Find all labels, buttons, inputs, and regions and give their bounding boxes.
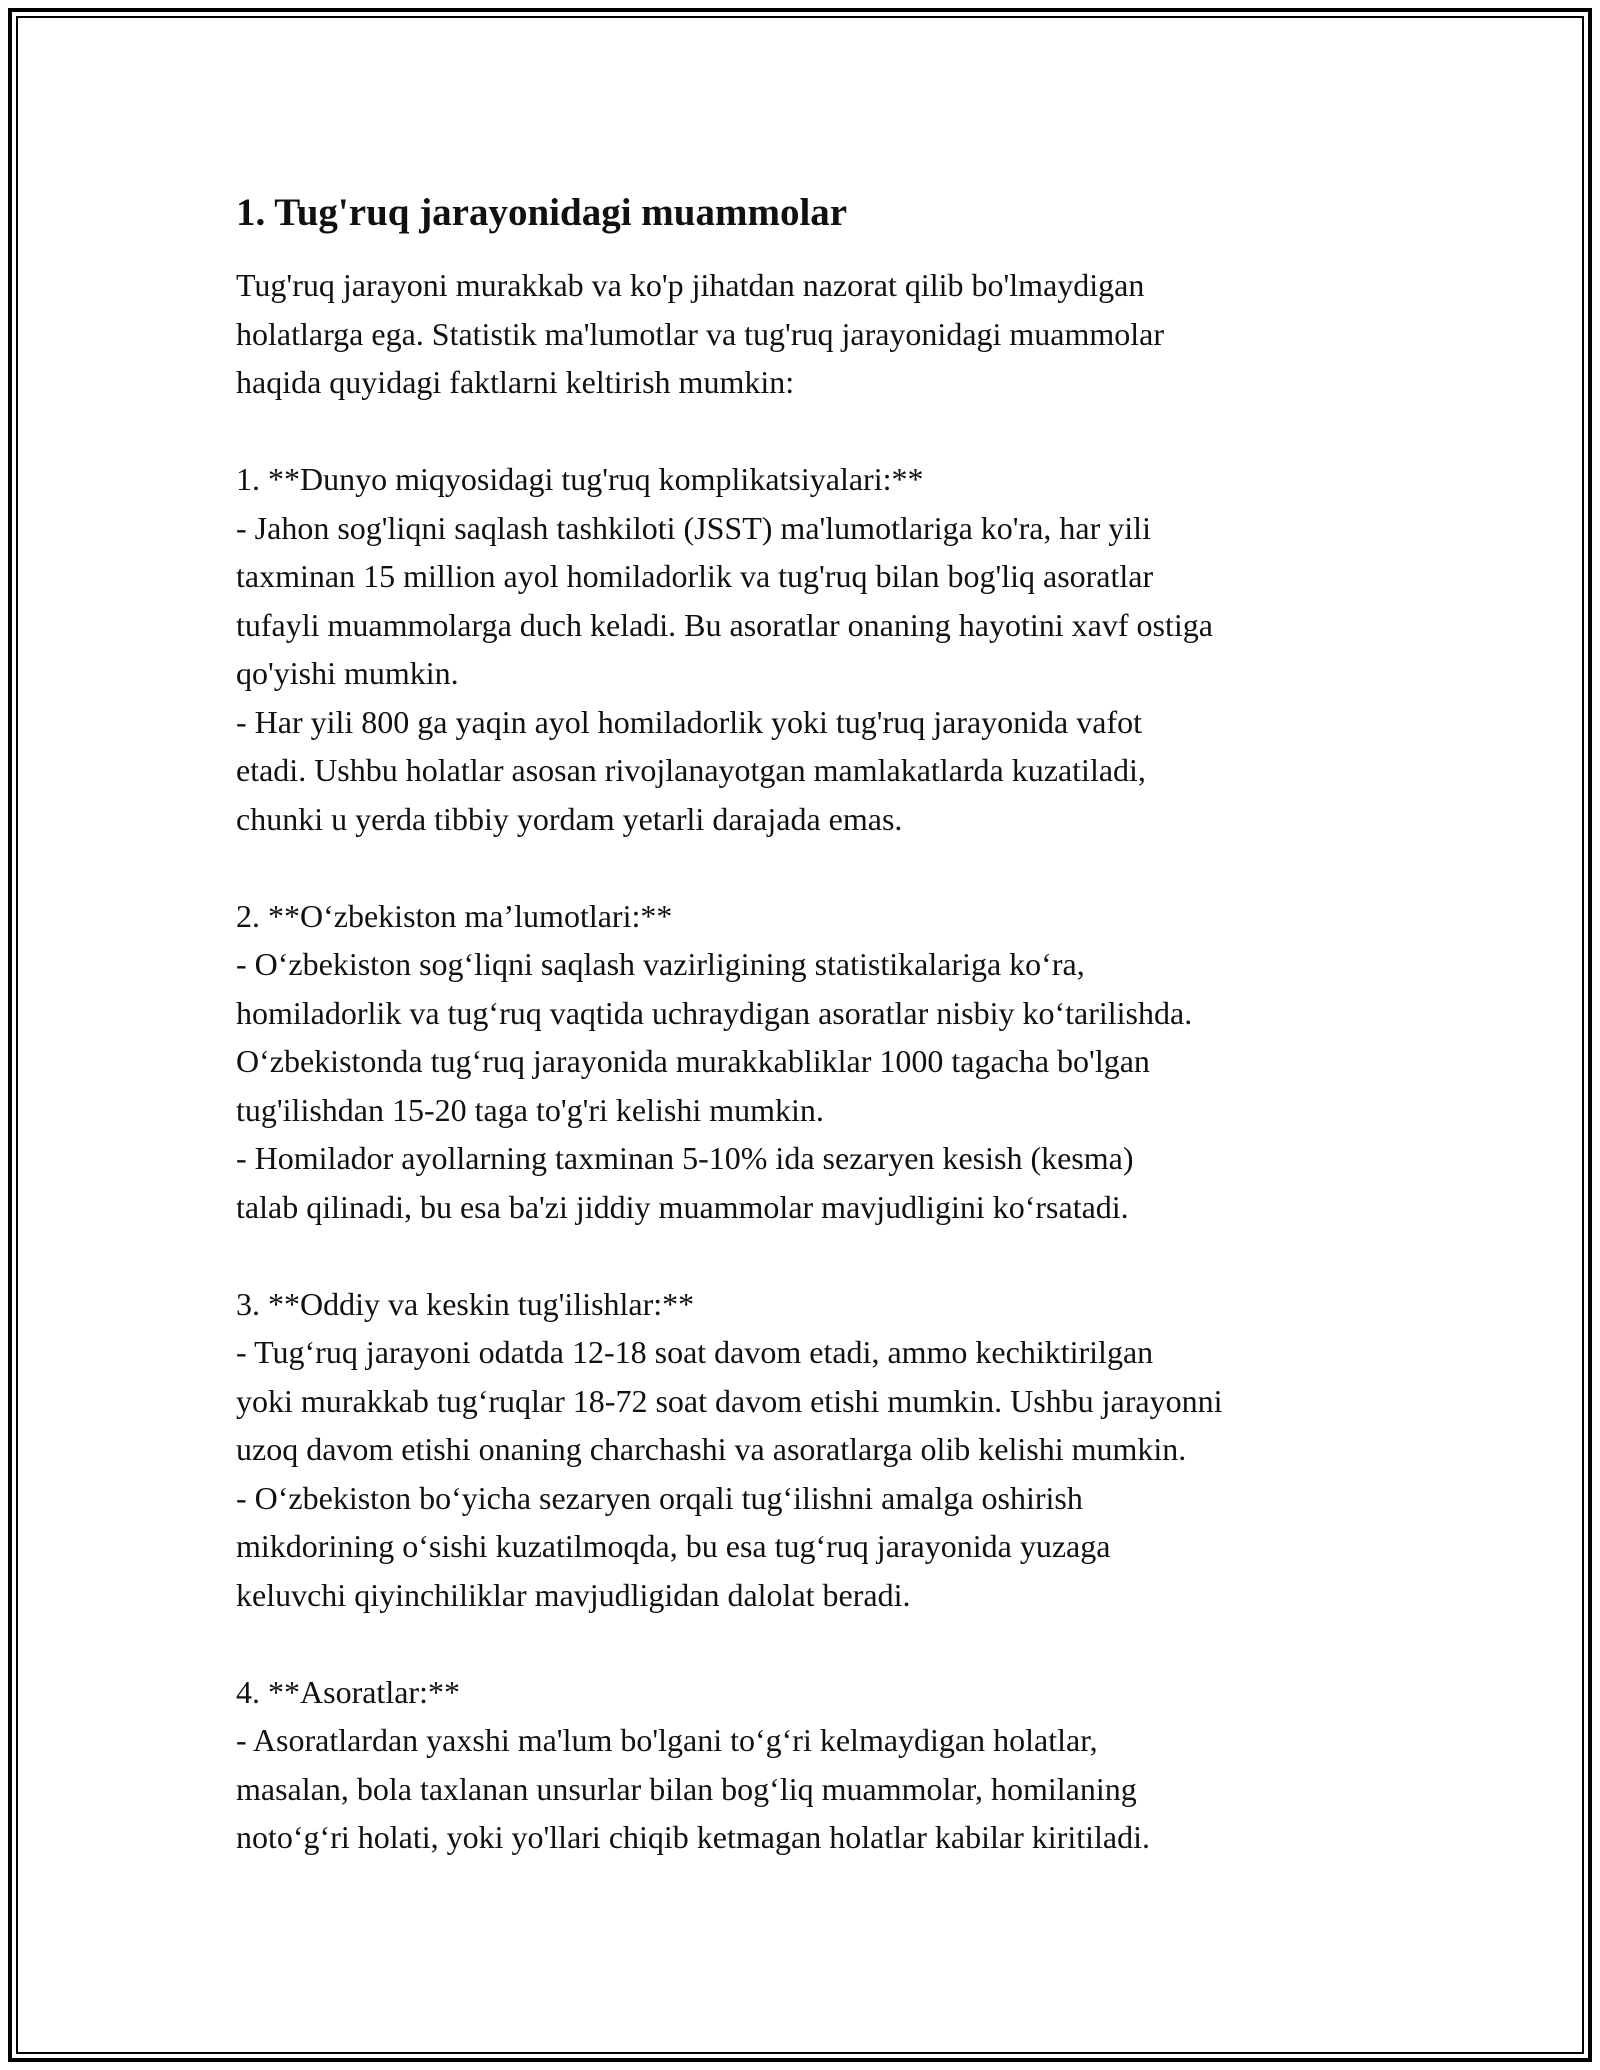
intro-paragraph: Tug'ruq jarayoni murakkab va ko'p jihatdan nazorat qilib bo'lmaydigan holatlarga ega. Statistik ma'lumotlar va tug'ruq jarayonidagi muammolar haqida quyidagi faktlarni keltirish mumkin: [236,267,1165,400]
document-body [236,185,1386,1862]
section-complications: 4. **Asoratlar:** - Asoratlardan yaxshi ma'lum bo'lgani to‘g‘ri kelmaydigan holatlar, masalan, bola taxlanan unsurlar bilan bog‘liq muammolar, homilaning noto‘g‘ri holati, yoki yo'llari chiqib ketmagan holatlar kabilar kiritiladi. [236,1673,1150,1855]
section-uzbekistan-data: 2. **O‘zbekiston ma’lumotlari:** - O‘zbekiston sog‘liqni saqlash vazirligining statistikalariga ko‘ra, homiladorlik va tug‘ruq vaqtida uchraydigan asoratlar nisbiy ko‘tarilishda. O‘zbekistonda tug‘ruq jarayonida murakkabliklar 1000 tagacha bo'lgan tug'ilishdan 15-20 taga to'g'ri kelishi mumkin. - Homilador ayollarning taxminan 5-10% ida sezaryen kesish (kesma) talab qilinadi, bu esa ba'zi jiddiy muammolar mavjudligini ko‘rsatadi. [236,897,1193,1225]
section-world-complications: 1. **Dunyo miqyosidagi tug'ruq komplikatsiyalari:** - Jahon sog'liqni saqlash tashkiloti (JSST) ma'lumotlariga ko'ra, har yili taxminan 15 million ayol homiladorlik va tug'ruq bilan bog'liq asoratlar tufayli muammolarga duch keladi. Bu asoratlar onaning hayotini xavf ostiga qo'yishi mumkin. - Har yili 800 ga yaqin ayol homiladorlik yoki tug'ruq jarayonida vafot etadi. Ushbu holatlar asosan rivojlanayotgan mamlakatlarda kuzatiladi, chunki u yerda tibbiy yordam yetarli darajada emas. [236,461,1213,837]
section-normal-and-difficult-births: 3. **Oddiy va keskin tug'ilishlar:** - Tug‘ruq jarayoni odatda 12-18 soat davom etadi, ammo kechiktirilgan yoki murakkab tug‘ruqlar 18-72 soat davom etishi mumkin. Ushbu jarayonni uzoq davom etishi onaning charchashi va asoratlarga olib kelishi mumkin. - O‘zbekiston bo‘yicha sezaryen orqali tug‘ilishni amalga oshirish mikdorining o‘sishi kuzatilmoqda, bu esa tug‘ruq jarayonida yuzaga keluvchi qiyinchiliklar mavjudligidan dalolat beradi. [236,1285,1223,1613]
section-heading: 1. Tug'ruq jarayonidagi muammolar [236,191,848,234]
